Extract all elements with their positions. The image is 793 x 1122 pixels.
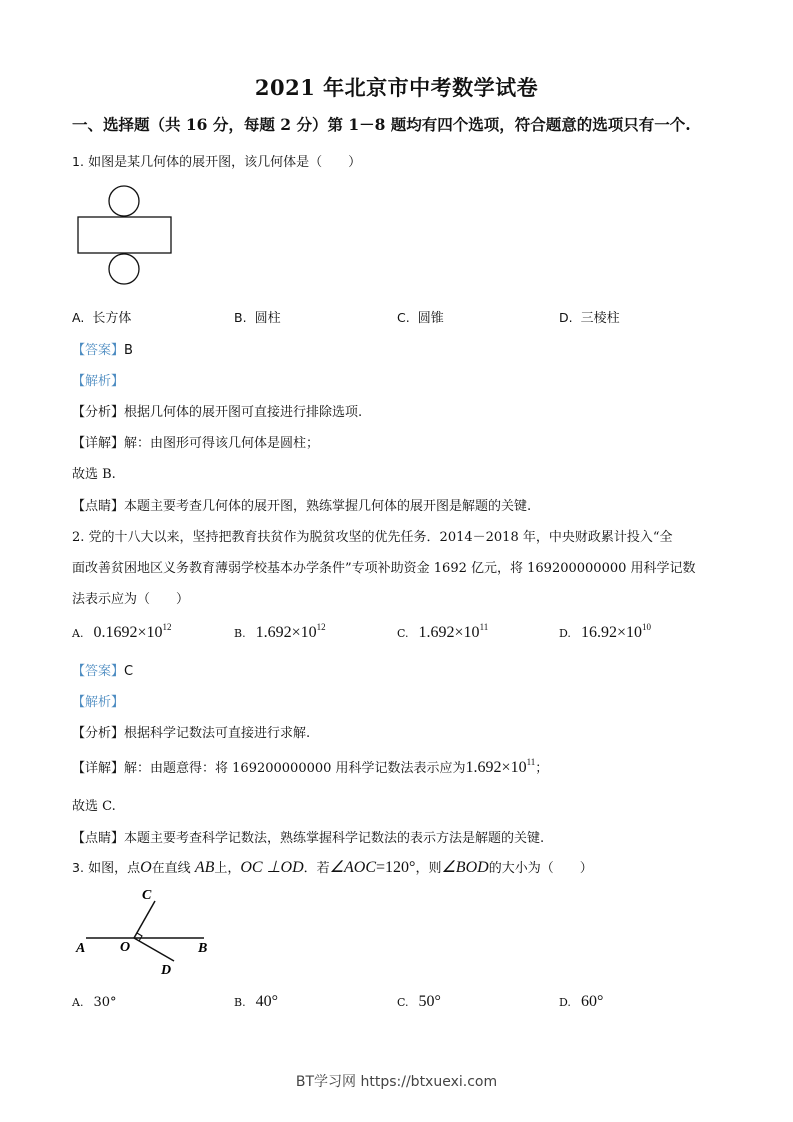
q1-stem (72, 151, 361, 170)
q2-option-c: C. $1.692\times 10^{11}$ (397, 622, 489, 641)
footer-watermark: BT学习网 https://btxuexi.com (295, 1074, 498, 1090)
q2-xiangjie: 【详解】解：由题意得：将 169200000000 用科学记数法表示应为$1.692\times 10^{11}$； (72, 757, 549, 776)
q1-option-c: C. 圆锥 (397, 310, 444, 326)
q2-option-d: D. $16.92\times 10^{10}$ (559, 622, 651, 641)
label-o: O (120, 940, 131, 955)
q3-stem: 3. 如图，点O在直线 AB上，OC ⊥OD．若∠AOC=120°，则∠BOD的大小为（ ） (72, 859, 593, 876)
q1-xiangjie: 【详解】解：由图形可得该几何体是圆柱； (72, 436, 320, 451)
q3-option-c: C. 50° (397, 993, 441, 1010)
ray-od (134, 938, 174, 961)
q2-dianjing: 【点睛】本题主要考查科学记数法，熟练掌握科学记数法的表示方法是解题的关键. (72, 831, 545, 846)
label-d: D (161, 963, 172, 978)
q1-fenxi: 【分析】根据几何体的展开图可直接进行排除选项. (72, 405, 363, 420)
label-c: C (142, 888, 152, 903)
q3-option-b: B. 40° (234, 993, 278, 1010)
q1-option-b: B. 圆柱 (234, 310, 281, 326)
cylinder-net-figure (75, 185, 175, 285)
q2-option-a: A. $0.1692\times 10^{12}$ (72, 622, 172, 641)
q2-answer: 【答案】C (72, 664, 134, 679)
q1-guxuan: 故选 B. (72, 467, 116, 482)
q2-stem-line1: 2. 党的十八大以来，坚持把教育扶贫作为脱贫攻坚的优先任务．2014－2018 年，中央财政累计投入“全 (72, 530, 673, 545)
q2-fenxi: 【分析】根据科学记数法可直接进行求解. (72, 726, 311, 741)
q1-dianjing: 【点睛】本题主要考查几何体的展开图，熟练掌握几何体的展开图是解题的关键. (72, 499, 532, 514)
lateral-rectangle (78, 217, 171, 253)
page-title: 2021 年北京市中考数学试卷 (254, 75, 539, 100)
q1-stem-text: 如图是某几何体的展开图，该几何体是（ ） (88, 155, 362, 170)
q1-number: 1. (72, 154, 84, 169)
angle-figure (72, 885, 222, 980)
q2-stem-line2: 面改善贫困地区义务教育薄弱学校基本办学条件”专项补助资金 1692 亿元，将 169200000000 用科学记数 (72, 561, 696, 576)
q3-option-a: A. 30° (72, 995, 117, 1010)
q1-option-a: A. 长方体 (72, 310, 132, 326)
q2-stem-line3: 法表示应为（ ） (72, 592, 190, 607)
ray-oc (134, 901, 155, 938)
label-b: B (198, 941, 208, 956)
label-a: A (76, 941, 86, 956)
q2-guxuan: 故选 C. (72, 799, 116, 814)
section-heading: 一、选择题（共 16 分，每题 2 分）第 1－8 题均有四个选项，符合题意的选项只有一个. (72, 115, 691, 134)
q2-analysis-tag: 【解析】 (72, 695, 125, 710)
bottom-circle (109, 254, 139, 284)
answer-tag: 【答案】 (72, 343, 125, 358)
q1-answer: 【答案】B (72, 343, 133, 358)
q3-option-d: D. 60° (559, 993, 604, 1010)
top-circle (109, 186, 139, 216)
q1-option-d: D. 三棱柱 (559, 310, 620, 326)
q1-analysis-tag: 【解析】 (72, 374, 125, 389)
q2-option-b: B. $1.692\times 10^{12}$ (234, 622, 326, 641)
